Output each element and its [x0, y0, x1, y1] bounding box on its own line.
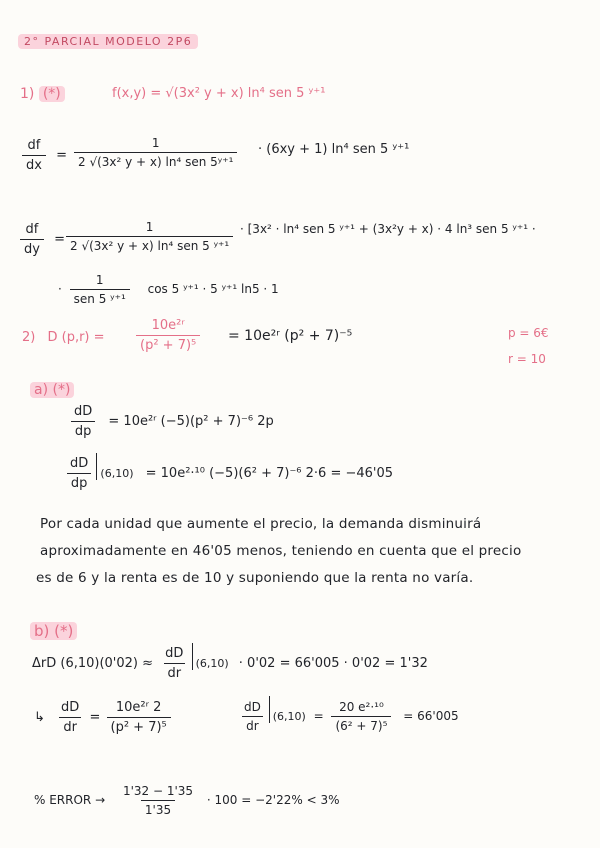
dfdx-fraction: $\frac{1}{\text{2 √(3x² y + x) ln⁴ sen 5ʸ⁺¹}}$ [74, 136, 237, 169]
ex2-def-rhs: = 10e²ʳ (p² + 7)⁻⁵ [228, 328, 353, 344]
part-a-label: a) (*) [30, 382, 74, 398]
part-b-label: b) (*) [30, 622, 77, 640]
ex1-label: 1) (*) [20, 86, 65, 102]
interpretation-line-2: aproximadamente en 46'05 menos, teniendo en cuenta que el precio [40, 543, 522, 559]
ex2-def-fraction: $\frac{\text{10e²ʳ}}{\text{(p² + 7)⁵}}$ [136, 318, 200, 353]
page-title [18, 30, 198, 49]
part-b-derivative: ↳ $\frac{dD}{dr}$ = $\frac{\text{10e²ʳ 2}}{\text{(p² + 7)⁵}}$ [34, 700, 171, 735]
r-value: r = 10 [508, 352, 546, 366]
title-highlight: 2° PARCIAL MODELO 2P6 [18, 34, 198, 49]
dfdy-cont: · $\frac{1}{\text{sen 5 ʸ⁺¹}}$ cos 5 ʸ⁺¹ · 5 ʸ⁺¹ ln5 · 1 [58, 273, 279, 306]
p-value: p = 6€ [508, 326, 549, 340]
dfdy-rest: · [3x² · ln⁴ sen 5 ʸ⁺¹ + (3x²y + x) · 4 ln³ sen 5 ʸ⁺¹ · [240, 222, 536, 236]
ex1-star: (*) [39, 86, 65, 102]
dfdy-lhs: $\frac{df}{dy}$ = [20, 222, 65, 257]
dfdx-rest: · (6xy + 1) ln⁴ sen 5 ʸ⁺¹ [258, 142, 410, 157]
ex1-function: f(x,y) = √(3x² y + x) ln⁴ sen 5 ʸ⁺¹ [112, 86, 326, 101]
error-calculation: % ERROR → $\frac{1'32 - 1'35}{1'35}$ · 100 = −2'22% < 3% [34, 784, 340, 817]
part-a-evaluation: $\frac{dD}{dp}$ (6,10) = 10e²·¹⁰ (−5)(6² + 7)⁻⁶ 2·6 = −46'05 [66, 456, 393, 491]
part-a-derivative: $\frac{dD}{dp}$ = 10e²ʳ (−5)(p² + 7)⁻⁶ 2p [70, 404, 274, 439]
dfdx-lhs: $\frac{df}{dx}$ = [22, 138, 67, 173]
dfdy-fraction: $\frac{1}{\text{2 √(3x² y + x) ln⁴ sen 5 ʸ⁺¹}}$ [66, 220, 233, 253]
part-b-approx: ΔrD (6,10)(0'02) ≈ $\frac{dD}{dr}$ (6,10) · 0'02 = 66'005 · 0'02 = 1'32 [32, 646, 428, 681]
interpretation-line-3: es de 6 y la renta es de 10 y suponiendo que la renta no varía. [36, 570, 474, 586]
part-b-evaluation: $\frac{dD}{dr}$ (6,10) = $\frac{\text{20 e²·¹⁰}}{\text{(6² + 7)⁵}}$ = 66'005 [240, 700, 459, 733]
interpretation-line-1: Por cada unidad que aumente el precio, la demanda disminuirá [40, 516, 482, 532]
ex2-label: 2) D (p,r) = [22, 330, 105, 345]
